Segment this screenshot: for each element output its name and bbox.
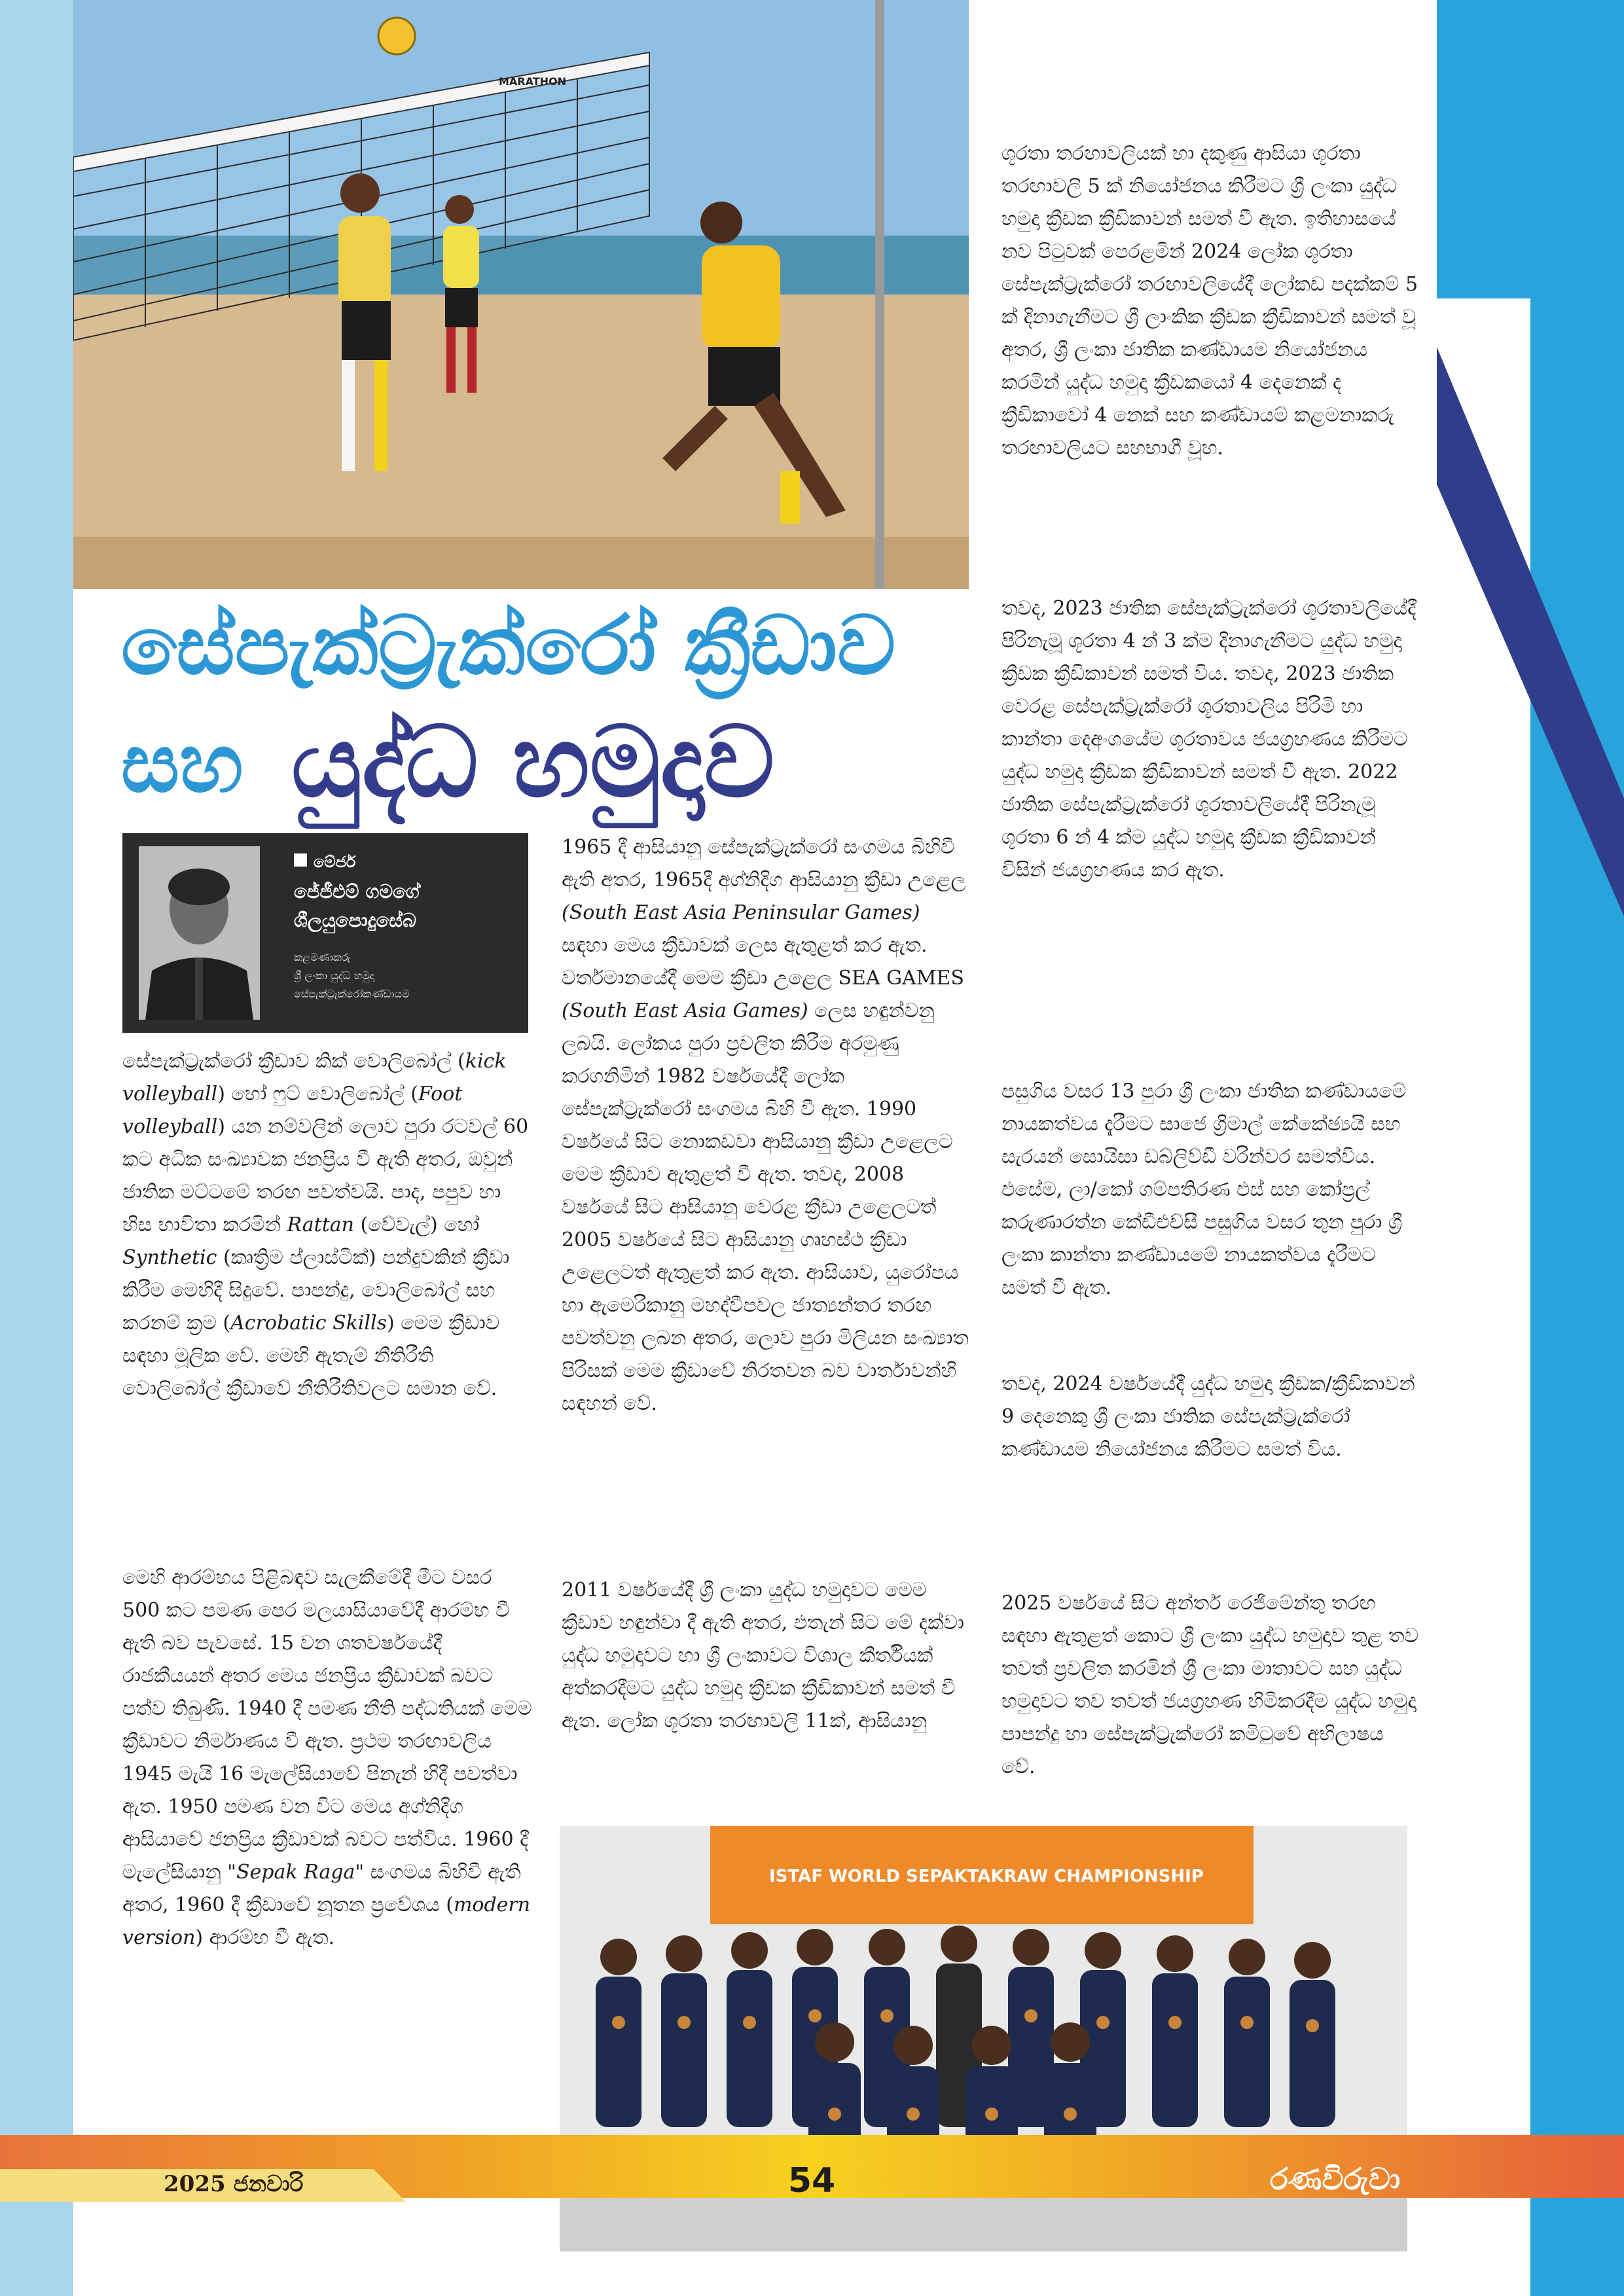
headline-line-2-prefix: සහ xyxy=(121,717,244,811)
author-role-line-1: කළමණාකරු xyxy=(294,951,351,963)
author-byline-box xyxy=(122,833,528,1033)
author-name-line-1: ජේජීඑම් ගමගේ xyxy=(294,880,420,903)
article-column-3-paragraph-3: පසුගිය වසර 13 පුරා ශ්‍රී ලංකා ජාතික කණ්ඩායමේ නායකත්වය දැරීමට සාජෙ ග්‍රිමාල් කේකේඡ්‍යයි සහ සැරයන් සොයිසා ඩබ්ලිව්ඩී වරින්වර සමත්විය. එසේම, ලා/කෝ ගම්පතිරණ එස් සහ කෝප්‍රල් කරුණාරත්න කේඩීඑච්සී පසුගිය වසර තුන පුරා ශ්‍රී ලංකා කාන්තා කණ්ඩායමේ නායකත්වය දැරීමට සමත් වී ඇත. xyxy=(1001,1080,1407,1299)
article-column-1-paragraph-2: මෙහි ආරම්භය පිළිබඳව සැලකීමේදී මීට වසර 500 කට පමණ පෙර මලයාසියාවේදී ආරම්භ වී ඇති බව පැවසේ. 15 වන ශතවර්ෂයේදී රාජකීයයන් අතර මෙය ජනප්‍රිය ක්‍රීඩාවක් බවට පත්ව තිබුණි. 1940 දී පමණ නීති පද්ධතියක් මෙම ක්‍රීඩාවට නිර්මාණය වී ඇත. ප්‍රථම තරඟාවලිය 1945 මැයි 16 මැලේසියාවේ පිනැන් හිදී පවත්වා ඇත. 1950 පමණ වන විට මෙය අග්නිදිග ආසියාවේ ජනප්‍රිය ක්‍රීඩාවක් බවට පත්විය. 1960 දී මැලේසියානු "Sepak Raga" සංගමය බිහිවී ඇති අතර, 1960 දී ක්‍රීඩාවේ නූතන ප්‍රවේශය (modern version) ආරම්භ වී ඇත. xyxy=(122,1566,532,1949)
issue-date: 2025 ජනවාරි xyxy=(164,2171,304,2197)
article-column-2-paragraph-2: 2011 වර්ෂයේදී ශ්‍රී ලංකා යුද්ධ හමුදාවට මෙම ක්‍රීඩාව හඳුන්වා දී ඇති අතර, එතැන් සිට මේ දක්වා යුද්ධ හමුදාවට හා ශ්‍රී ලංකාවට විශාල කීර්තියක් අත්කරදීමට යුද්ධ හමුදා ක්‍රීඩක ක්‍රීඩිකාවන් සමත් වී ඇත. ලෝක ශූරතා තරඟාවලි 11ක්, ආසියානු xyxy=(562,1579,964,1732)
right-decorative-band-dark xyxy=(1437,0,1624,2296)
author-name-line-2: ශීලයුපොදුසේබ xyxy=(294,909,416,931)
left-decorative-band xyxy=(0,0,73,2296)
bullet-square-icon xyxy=(294,853,307,867)
net-brand-label: MARATHON xyxy=(499,75,567,88)
page-number: 54 xyxy=(787,2161,836,2200)
magazine-name: රණවිරුවා xyxy=(1270,2161,1401,2197)
headline-line-1: සේපැක්ට්‍රැක්රෝ ක්‍රීඩාව xyxy=(121,599,896,693)
article-column-3-paragraph-1: ශූරතා තරඟාවලියක් හා දකුණු ආසියා ශූරතා තරඟාවලි 5 ක් නියෝජනය කිරීමට ශ්‍රී ලංකා යුද්ධ හමුදා ක්‍රීඩක ක්‍රීඩිකාවන් සමත් වී ඇත. ඉතිහාසයේ නව පිටුවක් පෙරළමින් 2024 ලෝක ශූරතා සේපැක්ට්‍රැක්රෝ තරඟාවලියේදී ලෝකඩ පදක්කම් 5 ක් දිනාගැනීමට ශ්‍රී ලාංකික ක්‍රීඩක ක්‍රීඩිකාවන් සමත් වූ අතර, ශ්‍රී ලංකා ජාතික කණ්ඩායම නියෝජනය කරමින් යුද්ධ හමුදා ක්‍රීඩකයෝ 4 දෙනෙක් ද ක්‍රීඩිකාවෝ 4 නෙක් සහ කණ්ඩායම් කළමනාකරු තරඟාවලියට සහභාගී වූහ. xyxy=(1001,142,1418,459)
article-column-3-paragraph-5: 2025 වර්ෂයේ සිට අන්තර් රෙජිමේන්තු තරඟ සඳහා ඇතුළත් කොට ශ්‍රී ලංකා යුද්ධ හමුදාව තුළ තව තවත් ප්‍රචලිත කරමින් ශ්‍රී ලංකා මාතාවට සහ යුද්ධ හමුදාවට තව තවත් ජයග්‍රහණ හිමිකරදීම යුද්ධ හමුදා පාපන්දු හා සේපැක්ට්‍රැක්රෝ කමිටුවේ අභිලාෂය වේ. xyxy=(1001,1592,1419,1778)
takraw-ball xyxy=(378,18,415,54)
banner-text: ISTAF WORLD SEPAKTAKRAW CHAMPIONSHIP xyxy=(769,1867,1204,1886)
sepak-takraw-beach-photo xyxy=(73,0,969,589)
article-column-3-paragraph-2: තවද, 2023 ජාතික සේපැක්ට්‍රැක්රෝ ශූරතාවලියේදී පිරිනැමූ ශූරතා 4 න් 3 ක්ම දිනාගැනීමට යුද්ධ හමුදා ක්‍රීඩක ක්‍රීඩිකාවන් සමත් විය. තවද, 2023 ජාතික වෙරළ සේපැක්ට්‍රැක්රෝ ශූරතාවලිය පිරිමි හා කාන්තා දෙඅංශයේම ශූරතාවය ජයග්‍රහණය කිරීමට යුද්ධ හමුදා ක්‍රීඩක ක්‍රීඩිකාවන් සමත් වී ඇත. 2022 ජාතික සේපැක්ට්‍රැක්රෝ ශූරතාවලියේදී පිරිනැමූ ශූරතා 6 න් 4 ක්ම යුද්ධ හමුදා ක්‍රීඩක ක්‍රීඩිකාවන් විසින් ජයග්‍රහණය කර ඇත. xyxy=(1001,597,1416,882)
headline-line-2-main: යුද්ධ හමුදාව xyxy=(291,706,775,819)
author-rank: මේජර් xyxy=(314,853,356,871)
author-portrait-illustration xyxy=(139,846,260,1020)
author-role-line-3: සේපැක්ට්‍රැක්රෝකණ්ඩායම xyxy=(294,988,410,1000)
article-column-2-paragraph-1: 1965 දී ආසියානු සේපැක්ට්‍රැක්රෝ සංගමය බිහිවී ඇති අතර, 1965දී අග්නිදිග ආසියානු ක්‍රීඩා උළෙල (South East Asia Peninsular Games) සඳහා මෙය ක්‍රීඩාවක් ලෙස ඇතුළත් කර ඇත. වර්තමානයේදී මෙම ක්‍රීඩා උළෙල SEA GAMES (South East Asia Games) ලෙස හඳුන්වනු ලබයි. ලෝකය පුරා ප්‍රචලිත කිරීම අරමුණු කරගනිමින් 1982 වර්ෂයේදී ලෝක සේපැක්ට්‍රැක්රෝ සංගමය බිහි වී ඇත. 1990 වර්ෂයේ සිට නොකඩවා ආසියානු ක්‍රීඩා උළෙලට මෙම ක්‍රීඩාව ඇතුළත් වී ඇත. තවද, 2008 වර්ෂයේ සිට ආසියානු වෙරළ ක්‍රීඩා උළෙලටත් 2005 වර්ෂයේ සිට ආසියානු ගෘහස්ථ ක්‍රීඩා උළෙලටත් ඇතුළත් කර ඇත. ආසියාව, යුරෝපය හා ඇමෙරිකානු මහද්වීපවල ජාත්‍යන්තර තරඟ පවත්වනු ලබන අතර, ලොව පුරා මිලියන සංඛ්‍යාත පිරිසක් මෙම ක්‍රීඩාවේ නිරතවන බව වාර්තාවන්හි සඳහන් වේ. xyxy=(562,836,969,1415)
author-role-line-2: ශ්‍රී ලංකා යුද්ධ හමුදා xyxy=(294,969,374,982)
article-column-3-paragraph-4: තවද, 2024 වර්ෂයේදී යුද්ධ හමුදා ක්‍රීඩක/ක්‍රීඩිකාවන් 9 දෙනෙකු ශ්‍රී ලංකා ජාතික සේපැක්ට්‍රැක්රෝ කණ්ඩායම නියෝජනය කිරීමට සමත් විය. xyxy=(1001,1372,1415,1461)
article-column-1-paragraph-1: සේපැක්ට්‍රැක්රෝ ක්‍රීඩාව කික් වොලිබෝල් (kick volleyball) හෝ ෆුට් වොලිබෝල් (Foot volleyball) යන නම්වලින් ලොව පුරා රටවල් 60 කට අධික සංඛ්‍යාවක ජනප්‍රිය වී ඇති අතර, ඔවුන් ජාතික මට්ටමේ තරඟ පවත්වයි. පාද, පපුව හා හිස භාවිතා කරමින් Rattan (වේවැල්) හෝ Synthetic (කෘත්‍රිම ප්ලාස්ටික්) පන්දුවකින් ක්‍රීඩා කිරීම මෙහිදී සිදුවේ. පාපන්දු, වොලිබෝල් සහ කරනම් ක්‍රම (Acrobatic Skills) මෙම ක්‍රීඩාව සඳහා මූලික වේ. මෙහි ඇතැම් නීතිරීති වොලිබෝල් ක්‍රීඩාවේ නීතිරීතිවලට සමාන වේ. xyxy=(122,1050,529,1400)
net-pole xyxy=(875,0,884,589)
beach-scene-illustration xyxy=(73,0,969,589)
author-portrait xyxy=(139,846,260,1020)
